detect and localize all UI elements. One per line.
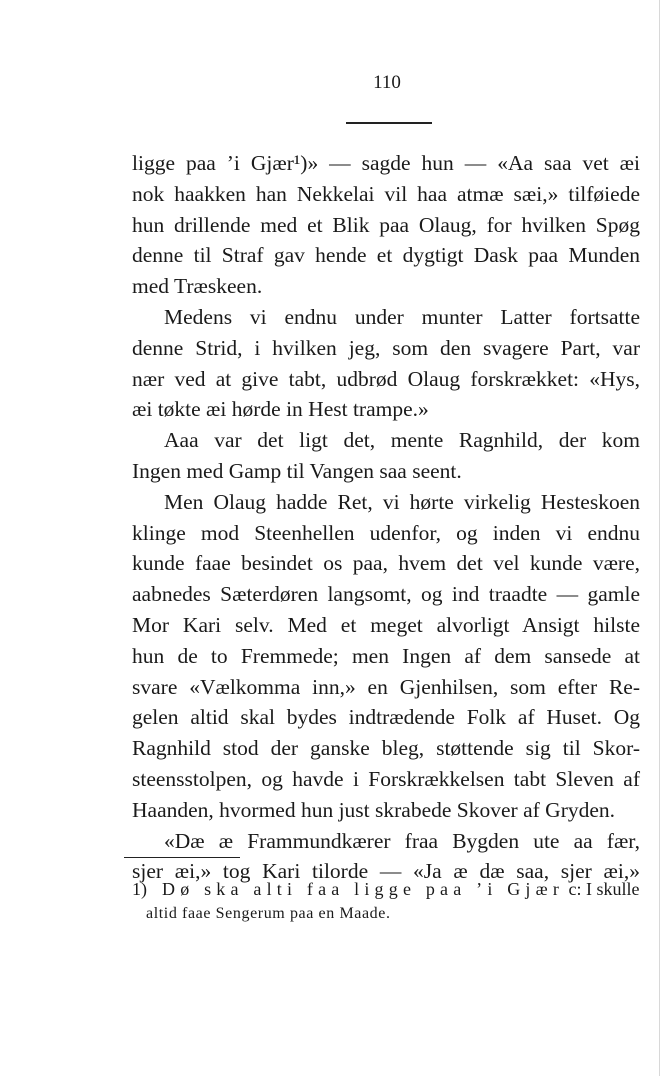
- footnote-gloss-start: I skulle: [586, 879, 640, 899]
- text-line: Mor Kari selv. Med et meget alvorligt Ansigt hilste: [132, 612, 640, 637]
- footnote-rule: [124, 857, 240, 858]
- text-line: kunde faae besindet os paa, hvem det vel kunde være,: [132, 551, 640, 576]
- text-line: Ragnhild stod der ganske bleg, støttende sig til Skor-: [132, 736, 640, 761]
- text-line: nok haakken han Nekkelai vil haa atmæ sæi,» tilføiede: [132, 181, 640, 206]
- text-line: Medens vi endnu under munter Latter fortsatte: [164, 304, 640, 329]
- text-line: Men Olaug hadde Ret, vi hørte virkelig Hesteskoen: [164, 489, 640, 514]
- footnote-gloss: altid faae Sengerum paa en Maade.: [146, 905, 391, 922]
- text-line: aabnedes Sæterdøren langsomt, og ind traadte — gamle: [132, 582, 640, 607]
- text-line: gelen altid skal bydes indtrædende Folk af Huset. Og: [132, 705, 640, 730]
- footnote-line: [132, 876, 640, 902]
- text-line: ligge paa ’i Gjær¹)» — sagde hun — «Aa saa vet æi: [132, 151, 640, 175]
- header-rule: [346, 122, 432, 124]
- footnote-marker: 1): [132, 879, 147, 899]
- footnote: [132, 876, 640, 926]
- body-text: [132, 148, 640, 887]
- text-line: hun de to Fremmede; men Ingen af dem sansede at: [132, 643, 640, 668]
- text-line: med Træskeen.: [132, 274, 263, 299]
- text-line: «Dæ æ Frammundkærer fraa Bygden ute aa fær,: [164, 828, 640, 853]
- text-line: æi tøkte æi hørde in Hest trampe.»: [132, 397, 429, 422]
- text-line: svare «Vælkomma inn,» en Gjenhilsen, som efter Re-: [132, 674, 640, 699]
- text-line: denne Strid, i hvilken jeg, som den svagere Part, var: [132, 335, 640, 360]
- page-number: 110: [373, 72, 401, 93]
- footnote-cf: c:: [568, 879, 582, 899]
- text-line: Haanden, hvormed hun just skrabede Skover af Gryden.: [132, 797, 616, 822]
- text-line: hun drillende med et Blik paa Olaug, for hvilken Spøg: [132, 212, 640, 237]
- text-line: Aaa var det ligt det, mente Ragnhild, der kom: [164, 428, 640, 453]
- text-line: Ingen med Gamp til Vangen saa seent.: [132, 458, 462, 483]
- footnote-dialect: Dø ska alti faa ligge paa ’i Gjær: [162, 879, 565, 899]
- text-line: steensstolpen, og havde i Forskrækkelsen tabt Sleven af: [132, 766, 640, 791]
- page-edge: [659, 0, 660, 1076]
- text-line: denne til Straf gav hende et dygtigt Dask paa Munden: [132, 243, 640, 268]
- text-line: klinge mod Steenhellen udenfor, og inden vi endnu: [132, 520, 640, 545]
- text-line: nær ved at give tabt, udbrød Olaug forskrækket: «Hys,: [132, 366, 640, 391]
- text-line: sjer æi,» tog Kari tilorde — «Ja æ dæ saa, sjer æi,»: [132, 859, 640, 884]
